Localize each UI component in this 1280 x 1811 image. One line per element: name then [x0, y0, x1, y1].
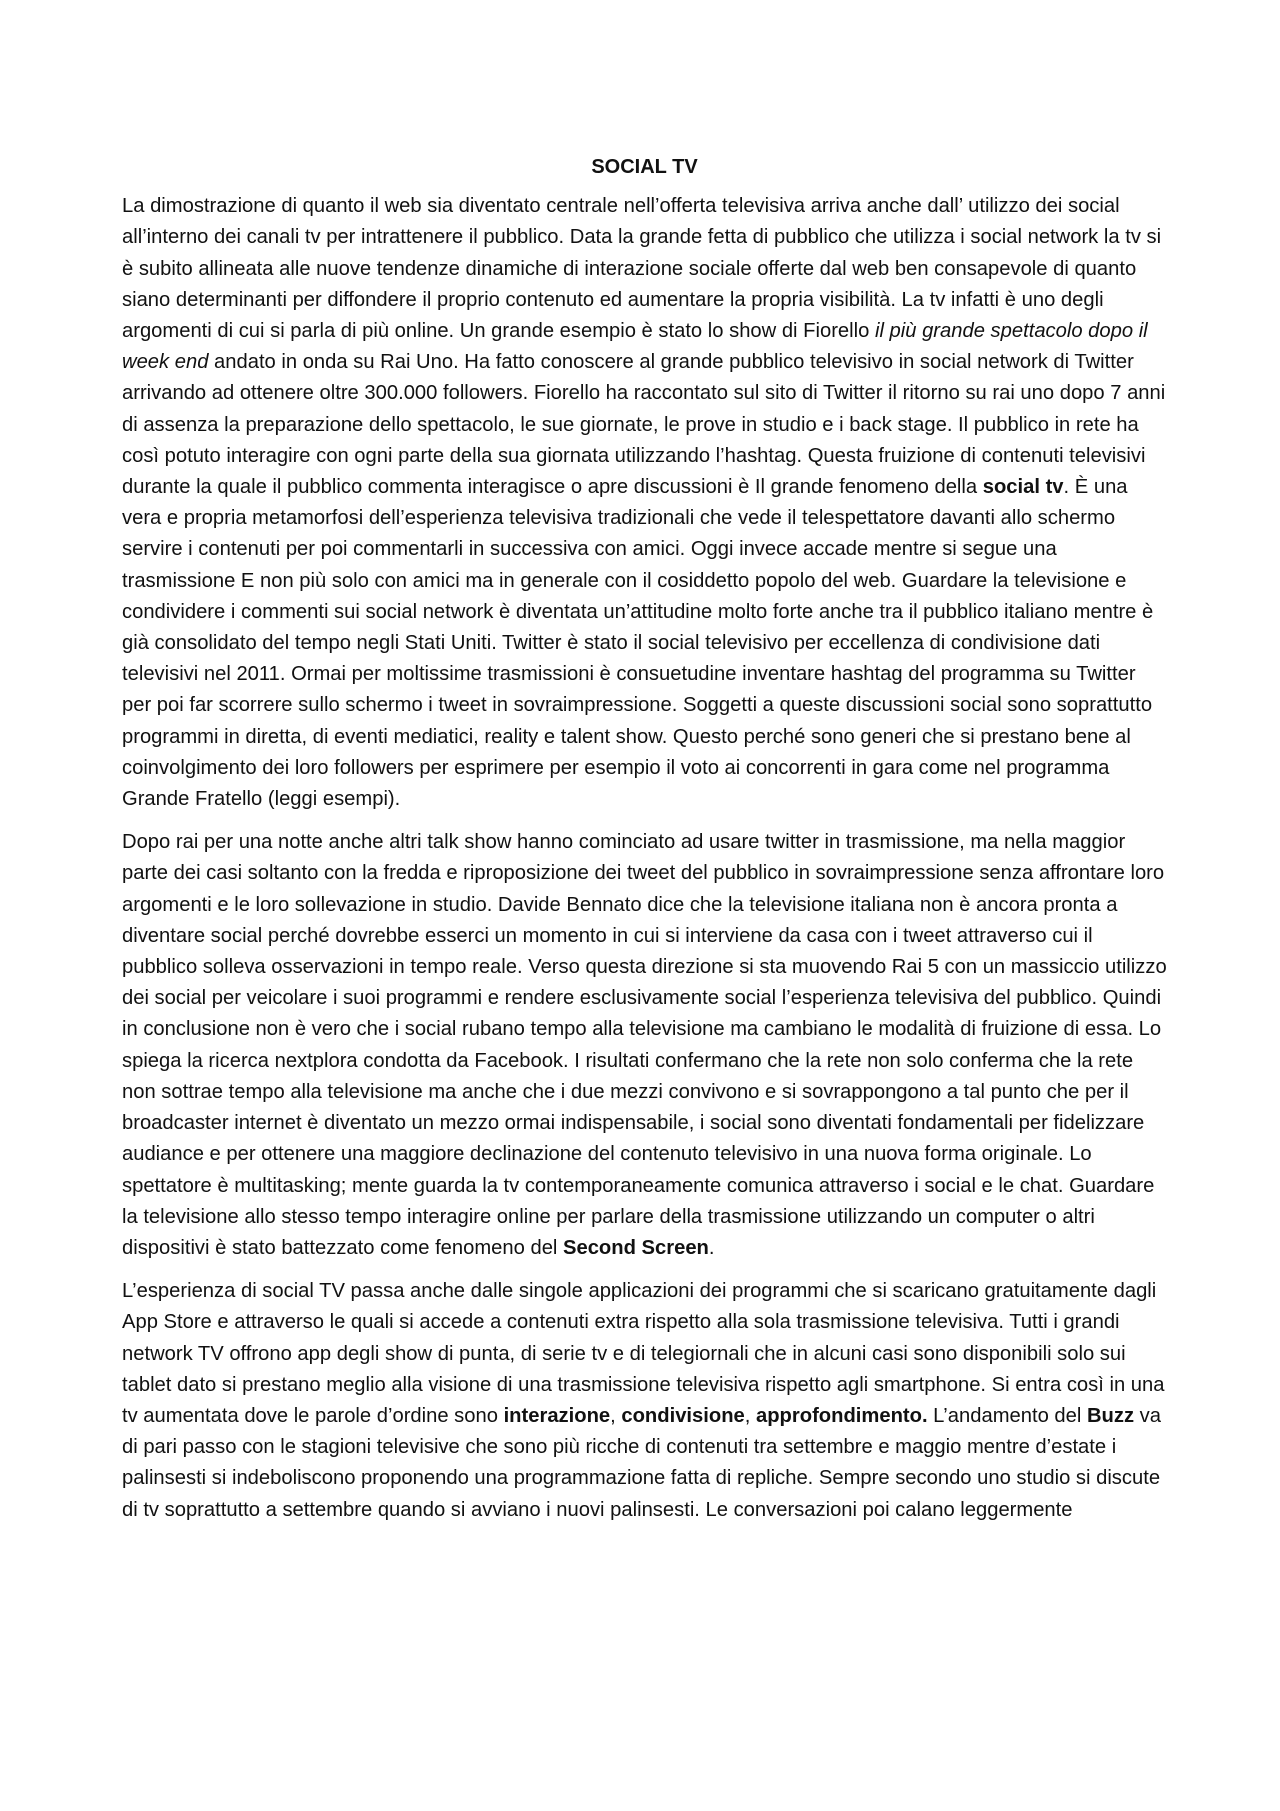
- text-run: ,: [610, 1404, 622, 1427]
- text-run: andato in onda su Rai Uno. Ha fatto conoscere al grande pubblico televisivo in social network di Twitter arrivando ad ottenere oltre 300.000 followers. Fiorello ha raccontato sul sito di Twitter il ritorno su rai uno dopo 7 anni di assenza la preparazione dello spettacolo, le sue giornate, le prove in studio e i back stage. Il pubblico in rete ha così potuto interagire con ogni parte della sua giornata utilizzando l’hashtag. Questa fruizione di contenuti televisivi durante la quale il pubblico commenta interagisce o apre discussioni è Il grande fenomeno della: [122, 351, 1166, 499]
- text-run: va di pari passo con le stagioni televisive che sono più ricche di contenuti tra settembre e maggio mentre d’estate i palinsesti si indeboliscono proponendo una programmazione fatta di repliche. Sempre secondo uno studio si discute di tv soprattutto a settembre quando si avviano i nuovi palinsesti. Le conversazioni poi calano leggermente: [122, 1404, 1162, 1521]
- text-run: La dimostrazione di quanto il web sia diventato centrale nell’offerta televisiva arriva anche dall’ utilizzo dei social all’interno dei canali tv per intrattenere il pubblico. Data la grande fetta di pubblico che utilizza i social network la tv si è subito allineata alle nuove tendenze dinamiche di interazione sociale offerte dal web ben consapevole di quanto siano determinanti per diffondere il proprio contenuto ed aumentare la propria visibilità. La tv infatti è uno degli argomenti di cui si parla di più online. Un grande esempio è stato lo show di Fiorello: [122, 195, 1162, 343]
- bold-text: approfondimento.: [756, 1404, 928, 1427]
- bold-text: condivisione: [621, 1404, 745, 1427]
- text-run: L’andamento del: [927, 1404, 1087, 1427]
- paragraph: [122, 1276, 1167, 1526]
- paragraph-list: [122, 191, 1167, 1526]
- text-run: Dopo rai per una notte anche altri talk show hanno cominciato ad usare twitter in trasmissione, ma nella maggior parte dei casi soltanto con la fredda e riproposizione dei tweet del pubblico in sovraimpressione senza affrontare loro argomenti e le loro sollevazione in studio. Davide Bennato dice che la televisione italiana non è ancora pronta a diventare social perché dovrebbe esserci un momento in cui si interviene da casa con i tweet attraverso cui il pubblico solleva osservazioni in tempo reale. Verso questa direzione si sta muovendo Rai 5 con un massiccio utilizzo dei social per veicolare i suoi programmi e rendere esclusivamente social l’esperienza televisiva del pubblico. Quindi in conclusione non è vero che i social rubano tempo alla televisione ma cambiano le modalità di fruizione di essa. Lo spiega la ricerca nextplora condotta da Facebook. I risultati confermano che la rete non solo conferma che la rete non sottrae tempo alla televisione ma anche che i due mezzi convivono e si sovrappongono a tal punto che per il broadcaster internet è diventato un mezzo ormai indispensabile, i social sono diventati fondamentali per fidelizzare audiance e per ottenere una maggiore declinazione del contenuto televisivo in una nuova forma originale. Lo spettatore è multitasking; mente guarda la tv contemporaneamente comunica attraverso i social e le chat. Guardare la televisione allo stesso tempo interagire online per parlare della trasmissione utilizzando un computer o altri dispositivi è stato battezzato come fenomeno del: [122, 831, 1167, 1259]
- text-run: . È una vera e propria metamorfosi dell’esperienza televisiva tradizionali che vede il telespettatore davanti allo schermo servire i contenuti per poi commentarli in successiva con amici. Oggi invece accade mentre si segue una trasmissione E non più solo con amici ma in generale con il cosiddetto popolo del web. Guardare la televisione e condividere i commenti sui social network è diventata un’attitudine molto forte anche tra il pubblico italiano mentre è già consolidato del tempo negli Stati Uniti. Twitter è stato il social televisivo per eccellenza di condivisione dati televisivi nel 2011. Ormai per moltissime trasmissioni è consuetudine inventare hashtag del programma su Twitter per poi far scorrere sullo schermo i tweet in sovraimpressione. Soggetti a queste discussioni social sono soprattutto programmi in diretta, di eventi mediatici, reality e talent show. Questo perché sono generi che si prestano bene al coinvolgimento dei loro followers per esprimere per esempio il voto ai concorrenti in gara come nel programma Grande Fratello (leggi esempi).: [122, 476, 1154, 811]
- bold-text: interazione: [503, 1404, 611, 1427]
- document-body: [122, 152, 1167, 1538]
- bold-text: Second Screen: [563, 1236, 709, 1259]
- italic-text: il più grande spettacolo dopo il week end: [122, 320, 1148, 374]
- text-run: ,: [744, 1404, 756, 1427]
- bold-text: Buzz: [1086, 1404, 1135, 1427]
- paragraph: [122, 827, 1167, 1264]
- text-run: .: [708, 1236, 715, 1259]
- paragraph: [122, 191, 1167, 815]
- document-title: SOCIAL TV: [591, 156, 698, 178]
- text-run: L’esperienza di social TV passa anche dalle singole applicazioni dei programmi che si scaricano gratuitamente dagli App Store e attraverso le quali si accede a contenuti extra rispetto alla sola trasmissione televisiva. Tutti i grandi network TV offrono app degli show di punta, di serie tv e di telegiornali che in alcuni casi sono disponibili solo sui tablet dato si prestano meglio alla visione di una trasmissione televisiva rispetto agli smartphone. Si entra così in una tv aumentata dove le parole d’ordine sono: [122, 1280, 1165, 1427]
- bold-text: social tv: [982, 476, 1064, 499]
